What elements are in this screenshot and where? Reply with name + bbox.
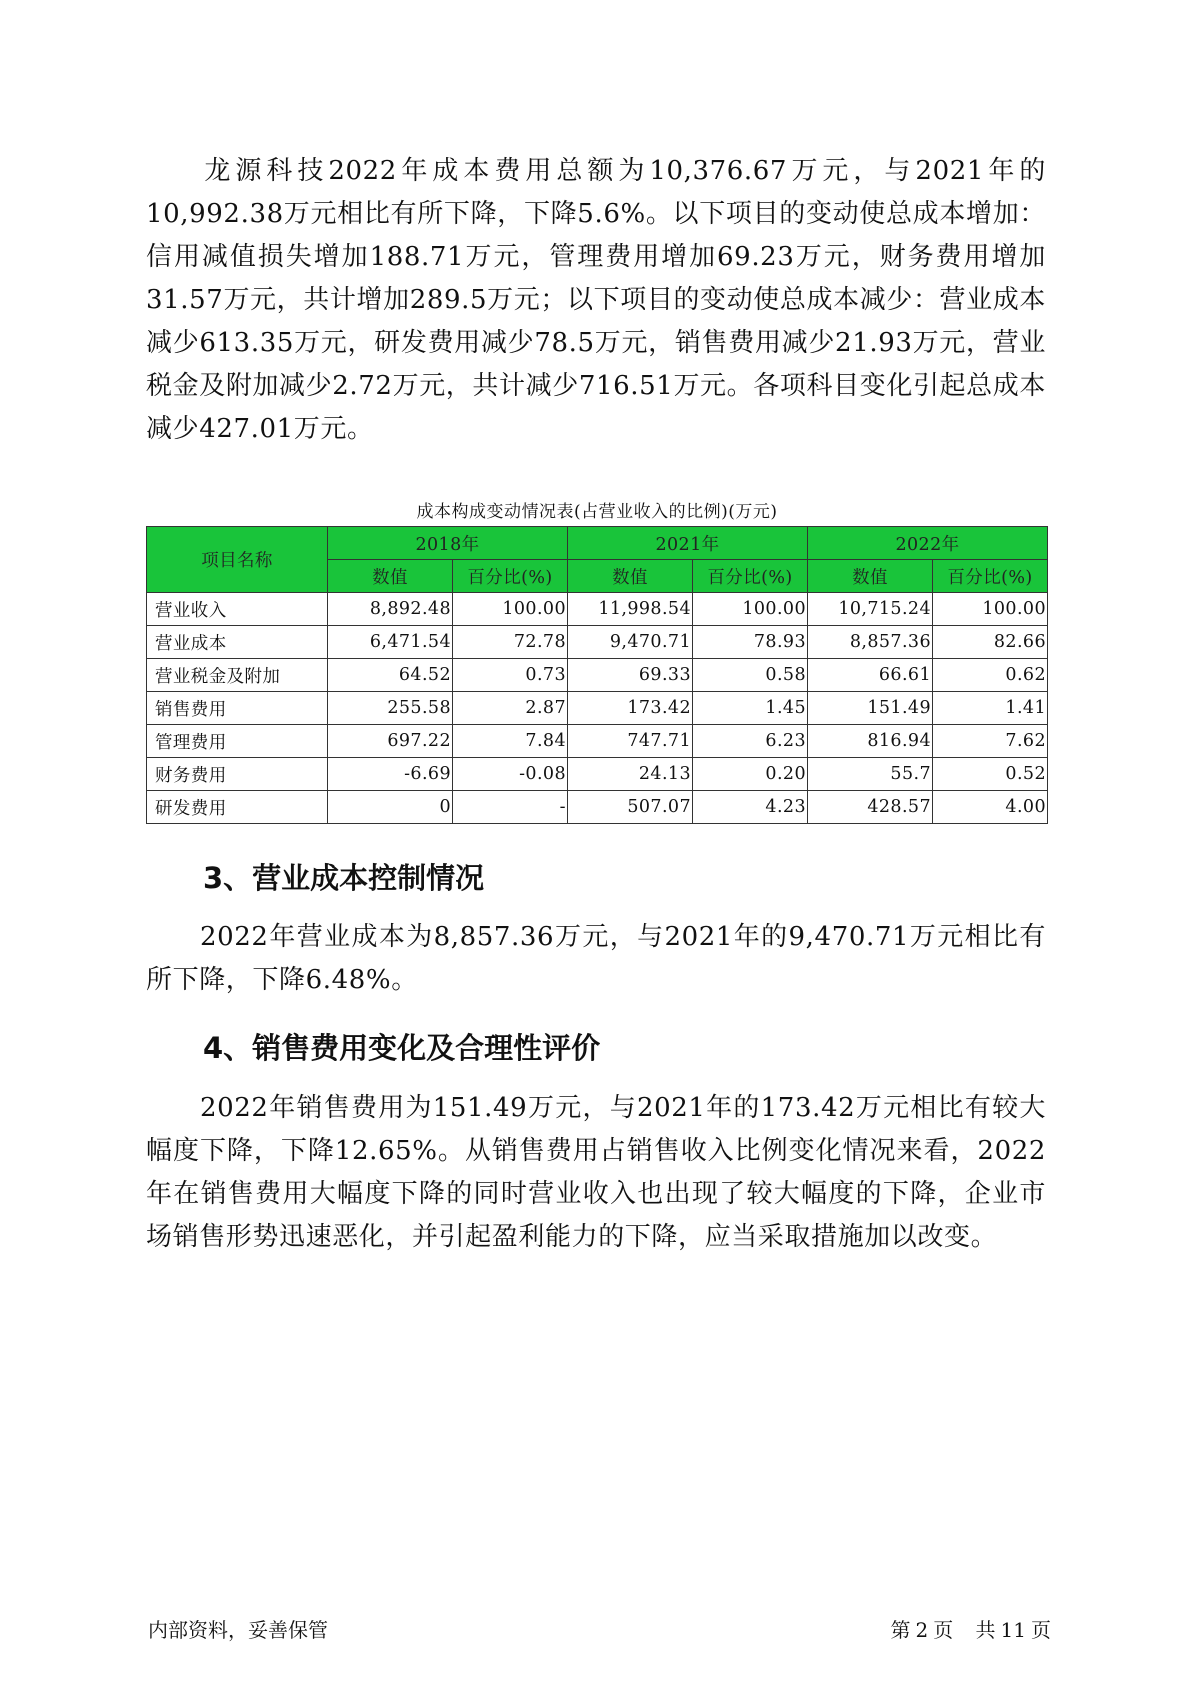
header-percent: 百分比(%) xyxy=(693,560,808,593)
table-cell: 7.62 xyxy=(933,725,1048,758)
table-cell: 10,715.24 xyxy=(808,593,933,626)
page-number: 2 xyxy=(915,1618,929,1642)
header-value: 数值 xyxy=(328,560,453,593)
table-cell: 100.00 xyxy=(933,593,1048,626)
footer-page-number xyxy=(885,1614,1051,1643)
table-cell: 255.58 xyxy=(328,692,453,725)
table-cell: 507.07 xyxy=(568,791,693,824)
header-percent: 百分比(%) xyxy=(453,560,568,593)
row-label: 管理费用 xyxy=(147,725,328,758)
table-cell: 173.42 xyxy=(568,692,693,725)
row-label: 销售费用 xyxy=(147,692,328,725)
table-cell: 0.52 xyxy=(933,758,1048,791)
table-row xyxy=(147,659,1048,692)
section-heading-sales-expense: 4、销售费用变化及合理性评价 xyxy=(203,1031,601,1065)
table-cell: -6.69 xyxy=(328,758,453,791)
table-row xyxy=(147,791,1048,824)
table-cell: 55.7 xyxy=(808,758,933,791)
header-percent: 百分比(%) xyxy=(933,560,1048,593)
table-cell: 816.94 xyxy=(808,725,933,758)
table-cell: 7.84 xyxy=(453,725,568,758)
row-label: 营业税金及附加 xyxy=(147,659,328,692)
table-cell: - xyxy=(453,791,568,824)
table-row xyxy=(147,725,1048,758)
table-row xyxy=(147,626,1048,659)
table-cell: 24.13 xyxy=(568,758,693,791)
paragraph-sales-expense-text: 2022年销售费用为151.49万元，与2021年的173.42万元相比有较大幅度下降，下降12.65%。从销售费用占销售收入比例变化情况来看，2022年在销售费用大幅度下降的同时营业收入也出现了较大幅度的下降，企业市场销售形势迅速恶化，并引起盈利能力的下降，应当采取措施加以改变。 xyxy=(146,1093,1046,1252)
table-cell: 6.23 xyxy=(693,725,808,758)
row-label: 财务费用 xyxy=(147,758,328,791)
row-label: 营业收入 xyxy=(147,593,328,626)
table-cell: 78.93 xyxy=(693,626,808,659)
table-cell: 72.78 xyxy=(453,626,568,659)
table-cell: 8,857.36 xyxy=(808,626,933,659)
header-year: 2021年 xyxy=(568,527,808,560)
table-caption: 成本构成变动情况表(占营业收入的比例)(万元) xyxy=(416,502,778,522)
table-cell: 4.00 xyxy=(933,791,1048,824)
total-unit: 页 xyxy=(1031,1618,1051,1642)
header-year: 2022年 xyxy=(808,527,1048,560)
page-unit: 页 xyxy=(933,1618,954,1642)
table-cell: 11,998.54 xyxy=(568,593,693,626)
paragraph-operating-cost-text: 2022年营业成本为8,857.36万元，与2021年的9,470.71万元相比有所下降，下降6.48%。 xyxy=(146,922,1046,995)
header-year: 2018年 xyxy=(328,527,568,560)
table-cell: 1.45 xyxy=(693,692,808,725)
paragraph-operating-cost xyxy=(146,916,1046,1002)
table-cell: 0.58 xyxy=(693,659,808,692)
table-cell: 0.62 xyxy=(933,659,1048,692)
table-cell: 697.22 xyxy=(328,725,453,758)
table-cell: 0 xyxy=(328,791,453,824)
cost-structure-table xyxy=(146,526,1048,824)
section-heading-operating-cost: 3、营业成本控制情况 xyxy=(203,861,485,895)
table-cell: 82.66 xyxy=(933,626,1048,659)
table-cell: 428.57 xyxy=(808,791,933,824)
table-row xyxy=(147,692,1048,725)
table-cell: -0.08 xyxy=(453,758,568,791)
table-cell: 100.00 xyxy=(453,593,568,626)
page-prefix: 第 xyxy=(890,1618,911,1642)
paragraph-cost-summary-text: 龙源科技2022年成本费用总额为10,376.67万元，与2021年的10,992.38万元相比有所下降，下降5.6%。以下项目的变动使总成本增加：信用减值损失增加188.71万元，管理费用增加69.23万元，财务费用增加31.57万元，共计增加289.5万元；以下项目的变动使总成本减少：营业成本减少613.35万元，研发费用减少78.5万元，销售费用减少21.93万元，营业税金及附加减少2.72万元，共计减少716.51万元。各项科目变化引起总成本减少427.01万元。 xyxy=(146,156,1046,444)
table-cell: 0.73 xyxy=(453,659,568,692)
table-cell: 8,892.48 xyxy=(328,593,453,626)
header-value: 数值 xyxy=(808,560,933,593)
row-label: 营业成本 xyxy=(147,626,328,659)
table-cell: 2.87 xyxy=(453,692,568,725)
table-cell: 151.49 xyxy=(808,692,933,725)
table-cell: 1.41 xyxy=(933,692,1048,725)
table-cell: 747.71 xyxy=(568,725,693,758)
table-row xyxy=(147,593,1048,626)
table-cell: 66.61 xyxy=(808,659,933,692)
table-cell: 4.23 xyxy=(693,791,808,824)
table-row xyxy=(147,758,1048,791)
header-value: 数值 xyxy=(568,560,693,593)
table-cell: 9,470.71 xyxy=(568,626,693,659)
header-item-name: 项目名称 xyxy=(147,527,328,593)
table-cell: 6,471.54 xyxy=(328,626,453,659)
table-cell: 0.20 xyxy=(693,758,808,791)
row-label: 研发费用 xyxy=(147,791,328,824)
footer-confidential-note: 内部资料，妥善保管 xyxy=(148,1618,328,1642)
table-cell: 64.52 xyxy=(328,659,453,692)
table-cell: 69.33 xyxy=(568,659,693,692)
paragraph-cost-summary xyxy=(146,150,1046,451)
total-prefix: 共 xyxy=(975,1618,996,1642)
total-pages: 11 xyxy=(1000,1618,1026,1642)
paragraph-sales-expense xyxy=(146,1087,1046,1259)
table-cell: 100.00 xyxy=(693,593,808,626)
